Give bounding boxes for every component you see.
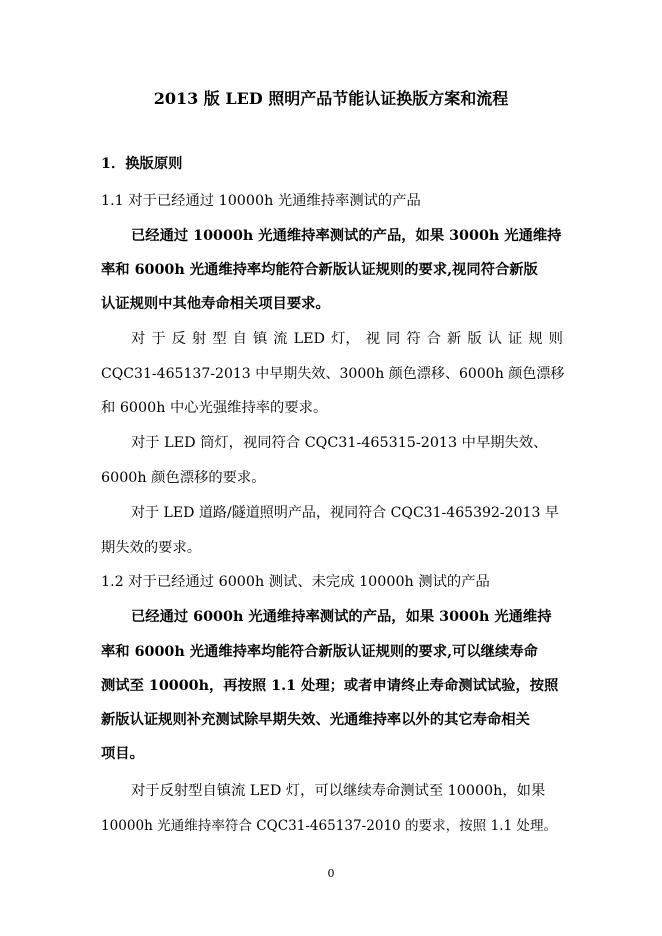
word: 流 <box>273 331 288 347</box>
subsection-heading-1-2: 1.2 对于已经通过 6000h 测试、未完成 10000h 测试的产品 <box>101 574 490 590</box>
section-heading-1: 1．换版原则 <box>101 156 183 172</box>
word: 版 <box>467 331 482 347</box>
paragraph-2-line-3: 和 6000h 中心光强维持率的要求。 <box>101 400 328 416</box>
word: 射 <box>191 331 207 347</box>
paragraph-1-line-3: 认证规则中其他寿命相关项目要求。 <box>101 296 330 312</box>
paragraph-1-line-1: 已经通过 10000h 光通维持率测试的产品，如果 3000h 光通维持 <box>131 228 562 244</box>
word: 证 <box>507 331 523 347</box>
word: 符 <box>406 331 421 347</box>
paragraph-5-line-1: 已经通过 6000h 光通维持率测试的产品，如果 3000h 光通维持 <box>131 609 552 625</box>
word: 规 <box>528 331 543 347</box>
paragraph-5-line-3: 测试至 10000h，再按照 1.1 处理；或者申请终止寿命测试试验，按照 <box>101 678 559 694</box>
subsection-heading-1-1: 1.1 对于已经通过 10000h 光通维持率测试的产品 <box>101 193 421 209</box>
word: 视 <box>365 331 380 347</box>
word: 灯， <box>331 331 360 347</box>
word: 自 <box>232 331 247 347</box>
page-number: 0 <box>327 867 335 880</box>
word: 型 <box>212 331 227 347</box>
word: 合 <box>426 331 441 347</box>
document-title: 2013 版 LED 照明产品节能认证换版方案和流程 <box>153 89 509 108</box>
paragraph-6-line-1: 对于反射型自镇流 LED 灯，可以继续寿命测试至 10000h，如果 <box>131 783 546 799</box>
paragraph-5-line-5: 项目。 <box>101 746 144 762</box>
paragraph-6-line-2: 10000h 光通维持率符合 CQC31-465137-2010 的要求，按照 1.1 处理。 <box>101 818 558 834</box>
word: 认 <box>487 331 502 347</box>
paragraph-4-line-2: 期失效的要求。 <box>101 540 202 556</box>
paragraph-3-line-2: 6000h 颜色漂移的要求。 <box>101 470 266 486</box>
word: 对 <box>131 331 146 347</box>
word: 反 <box>171 331 186 347</box>
word: 镇 <box>252 331 268 347</box>
word: 新 <box>447 331 462 347</box>
paragraph-3-line-1: 对于 LED 筒灯，视同符合 CQC31-465315-2013 中早期失效、 <box>131 435 548 451</box>
paragraph-1-line-2: 率和 6000h 光通维持率均能符合新版认证规则的要求,视同符合新版 <box>101 262 538 278</box>
word: 同 <box>386 331 401 347</box>
word: 则 <box>548 331 563 347</box>
paragraph-5-line-2: 率和 6000h 光通维持率均能符合新版认证规则的要求,可以继续寿命 <box>101 644 538 660</box>
paragraph-2-line-2: CQC31-465137-2013 中早期失效、3000h 颜色漂移、6000h 颜色漂移 <box>101 366 565 382</box>
word: 于 <box>151 331 166 347</box>
paragraph-2-line-1 <box>131 327 563 351</box>
word: LED <box>293 331 326 347</box>
paragraph-5-line-4: 新版认证规则补充测试除早期失效、光通维持率以外的其它寿命相关 <box>101 712 530 728</box>
paragraph-4-line-1: 对于 LED 道路/隧道照明产品，视同符合 CQC31-465392-2013 早 <box>131 505 559 521</box>
